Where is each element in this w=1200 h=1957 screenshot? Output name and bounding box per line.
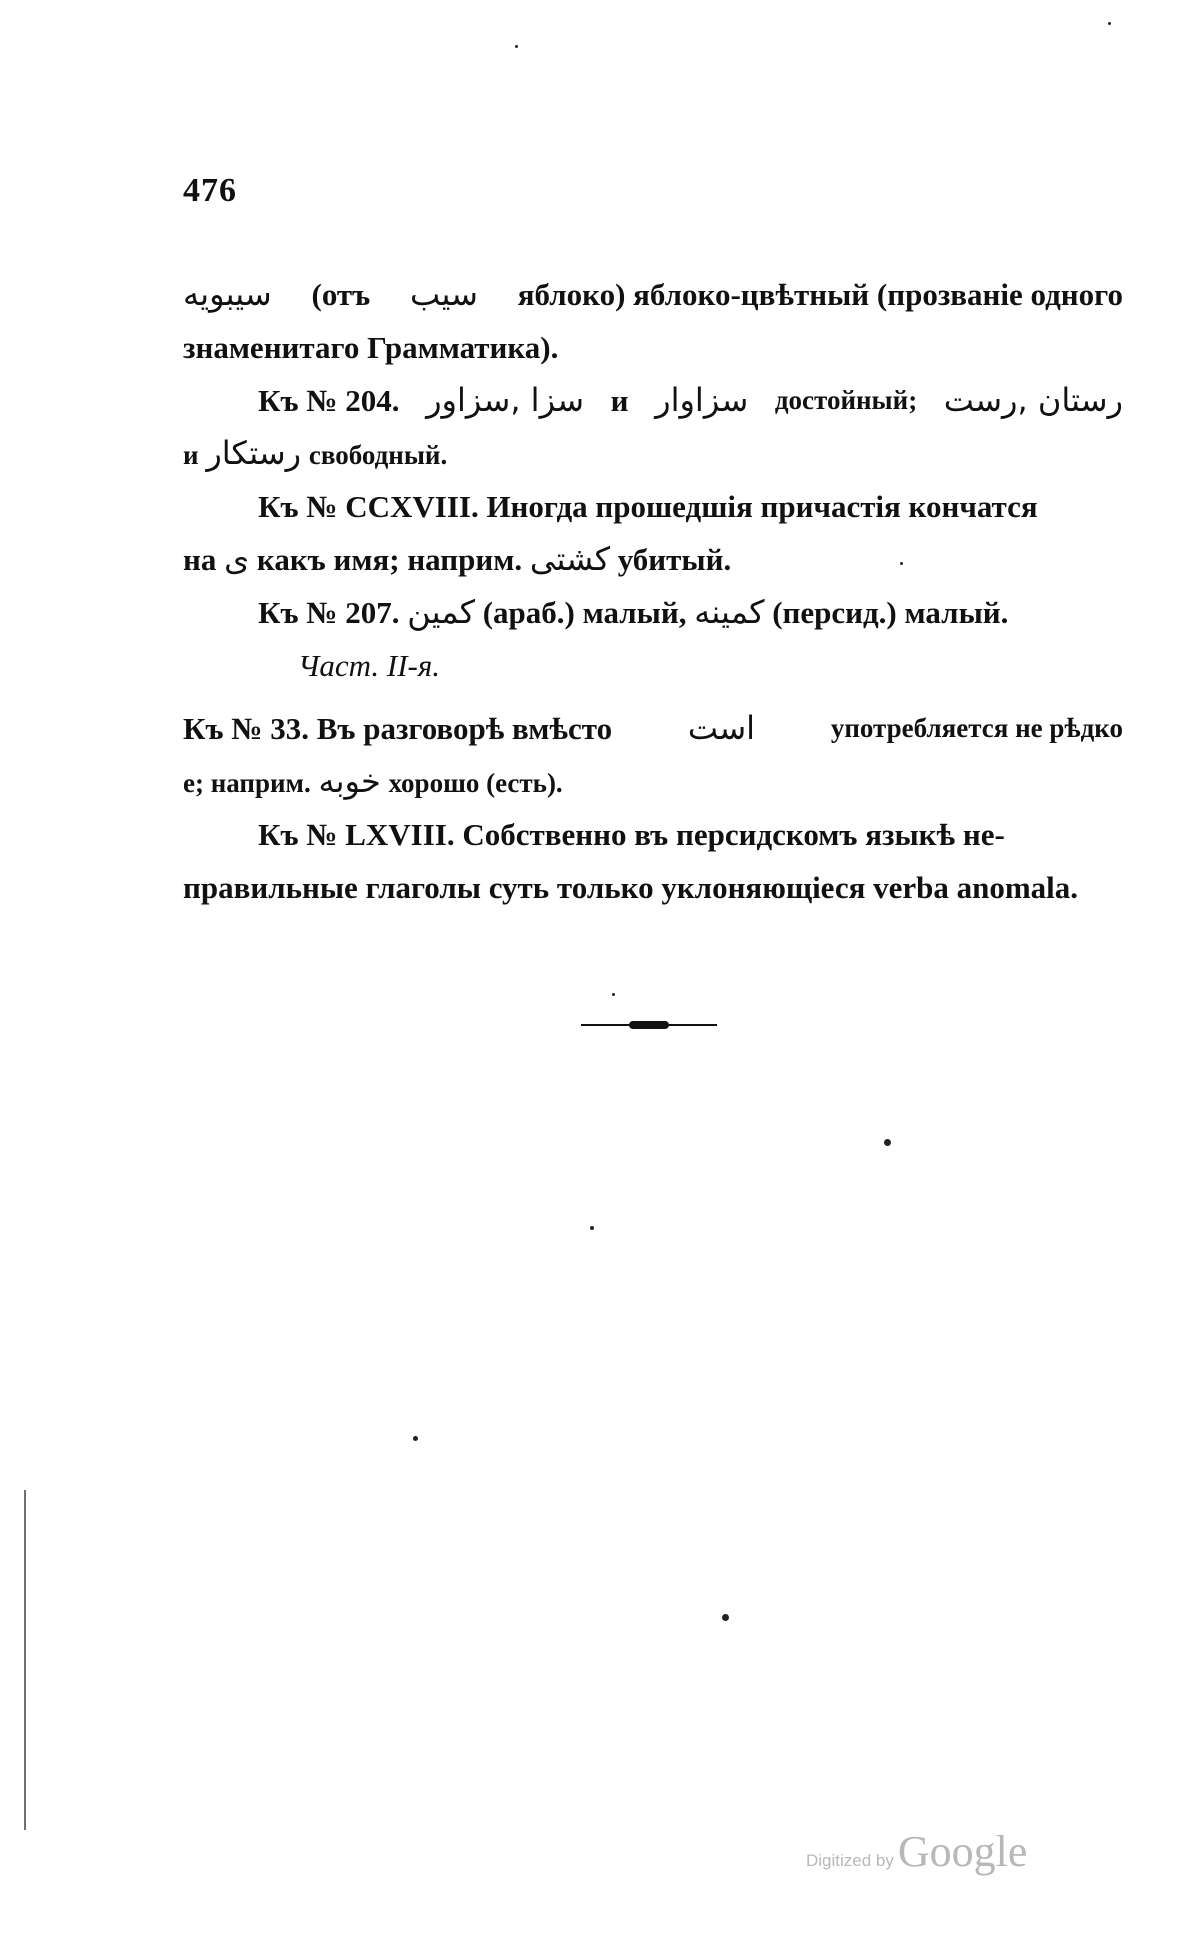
google-logo: Google: [897, 1827, 1028, 1876]
scan-speck: [884, 1139, 891, 1146]
text-run: (отъ: [311, 277, 371, 312]
scan-speck: [612, 993, 615, 996]
text-line-2: [183, 321, 1123, 374]
scan-speck: [722, 1614, 729, 1621]
text-run: и: [183, 440, 199, 470]
text-line-1: [183, 268, 1123, 321]
text-run: какъ имя; наприм.: [256, 542, 523, 577]
text-run: Къ № 207.: [258, 595, 400, 630]
text-run: (араб.) малый,: [482, 595, 687, 630]
arabic-word: رستان ,رست: [943, 381, 1123, 419]
text-run: убитый.: [617, 542, 732, 577]
text-line-3: [183, 374, 1123, 427]
arabic-word: ی: [224, 540, 250, 578]
text-line-5: [183, 480, 1123, 533]
arabic-word: سزا ,سزاور: [426, 381, 585, 419]
section-heading: [183, 639, 1123, 692]
text-run: и: [610, 383, 629, 418]
text-line-4: [183, 427, 1123, 480]
arabic-word: رستکار: [206, 434, 302, 472]
arabic-word: سزاوار: [655, 381, 749, 419]
text-run: (персид.) малый.: [772, 595, 1009, 630]
scan-speck: [413, 1436, 418, 1441]
scan-edge-line: [24, 1490, 26, 1830]
text-run: Къ № 204.: [258, 383, 400, 418]
text-run: достойный;: [774, 385, 918, 415]
scan-speck: [590, 1226, 594, 1230]
scan-speck: [515, 45, 518, 48]
digitized-by-watermark: [806, 1826, 1027, 1877]
text-run: яблоко) яблоко-цвѣтный (прозваніе одного: [517, 277, 1123, 312]
text-run: Част. II-я.: [298, 648, 441, 683]
text-run: Къ № 33. Въ разговорѣ вмѣсто: [183, 711, 613, 746]
body-text: [183, 268, 1123, 914]
text-run: употребляется не рѣдко: [830, 713, 1123, 743]
scan-speck: [1108, 22, 1111, 25]
text-run: Къ № LXVIII. Собственно въ персидскомъ языкѣ не-: [258, 817, 1005, 852]
arabic-word: کمینه: [694, 593, 765, 631]
arabic-word: است: [687, 709, 756, 747]
text-line-10: [183, 755, 1123, 808]
text-run: хорошо (есть).: [388, 768, 563, 798]
text-run: правильные глаголы суть только уклоняющіеся verba anomala.: [183, 870, 1079, 905]
scan-speck: [900, 562, 903, 565]
text-line-12: [183, 861, 1123, 914]
text-line-6: [183, 533, 1123, 586]
arabic-word: خوبه: [318, 762, 381, 800]
arabic-word: کشتی: [529, 540, 610, 578]
arabic-word: سیب: [410, 275, 478, 313]
page-number: 476: [183, 172, 237, 209]
text-run: Къ № CCXVIII. Иногда прошедшія причастія кончатся: [258, 489, 1038, 524]
text-run: е; наприм.: [183, 768, 311, 798]
text-run: свободный.: [308, 440, 448, 470]
arabic-word: کمین: [407, 593, 475, 631]
text-run: на: [183, 542, 217, 577]
text-line-11: [183, 808, 1123, 861]
text-line-9: [183, 702, 1123, 755]
arabic-word: سیبویه: [183, 275, 272, 313]
text-line-7: [183, 586, 1123, 639]
text-run: знаменитаго Грамматика).: [183, 330, 559, 365]
divider-ornament: [581, 1020, 717, 1030]
watermark-prefix: Digitized by: [806, 1851, 894, 1870]
